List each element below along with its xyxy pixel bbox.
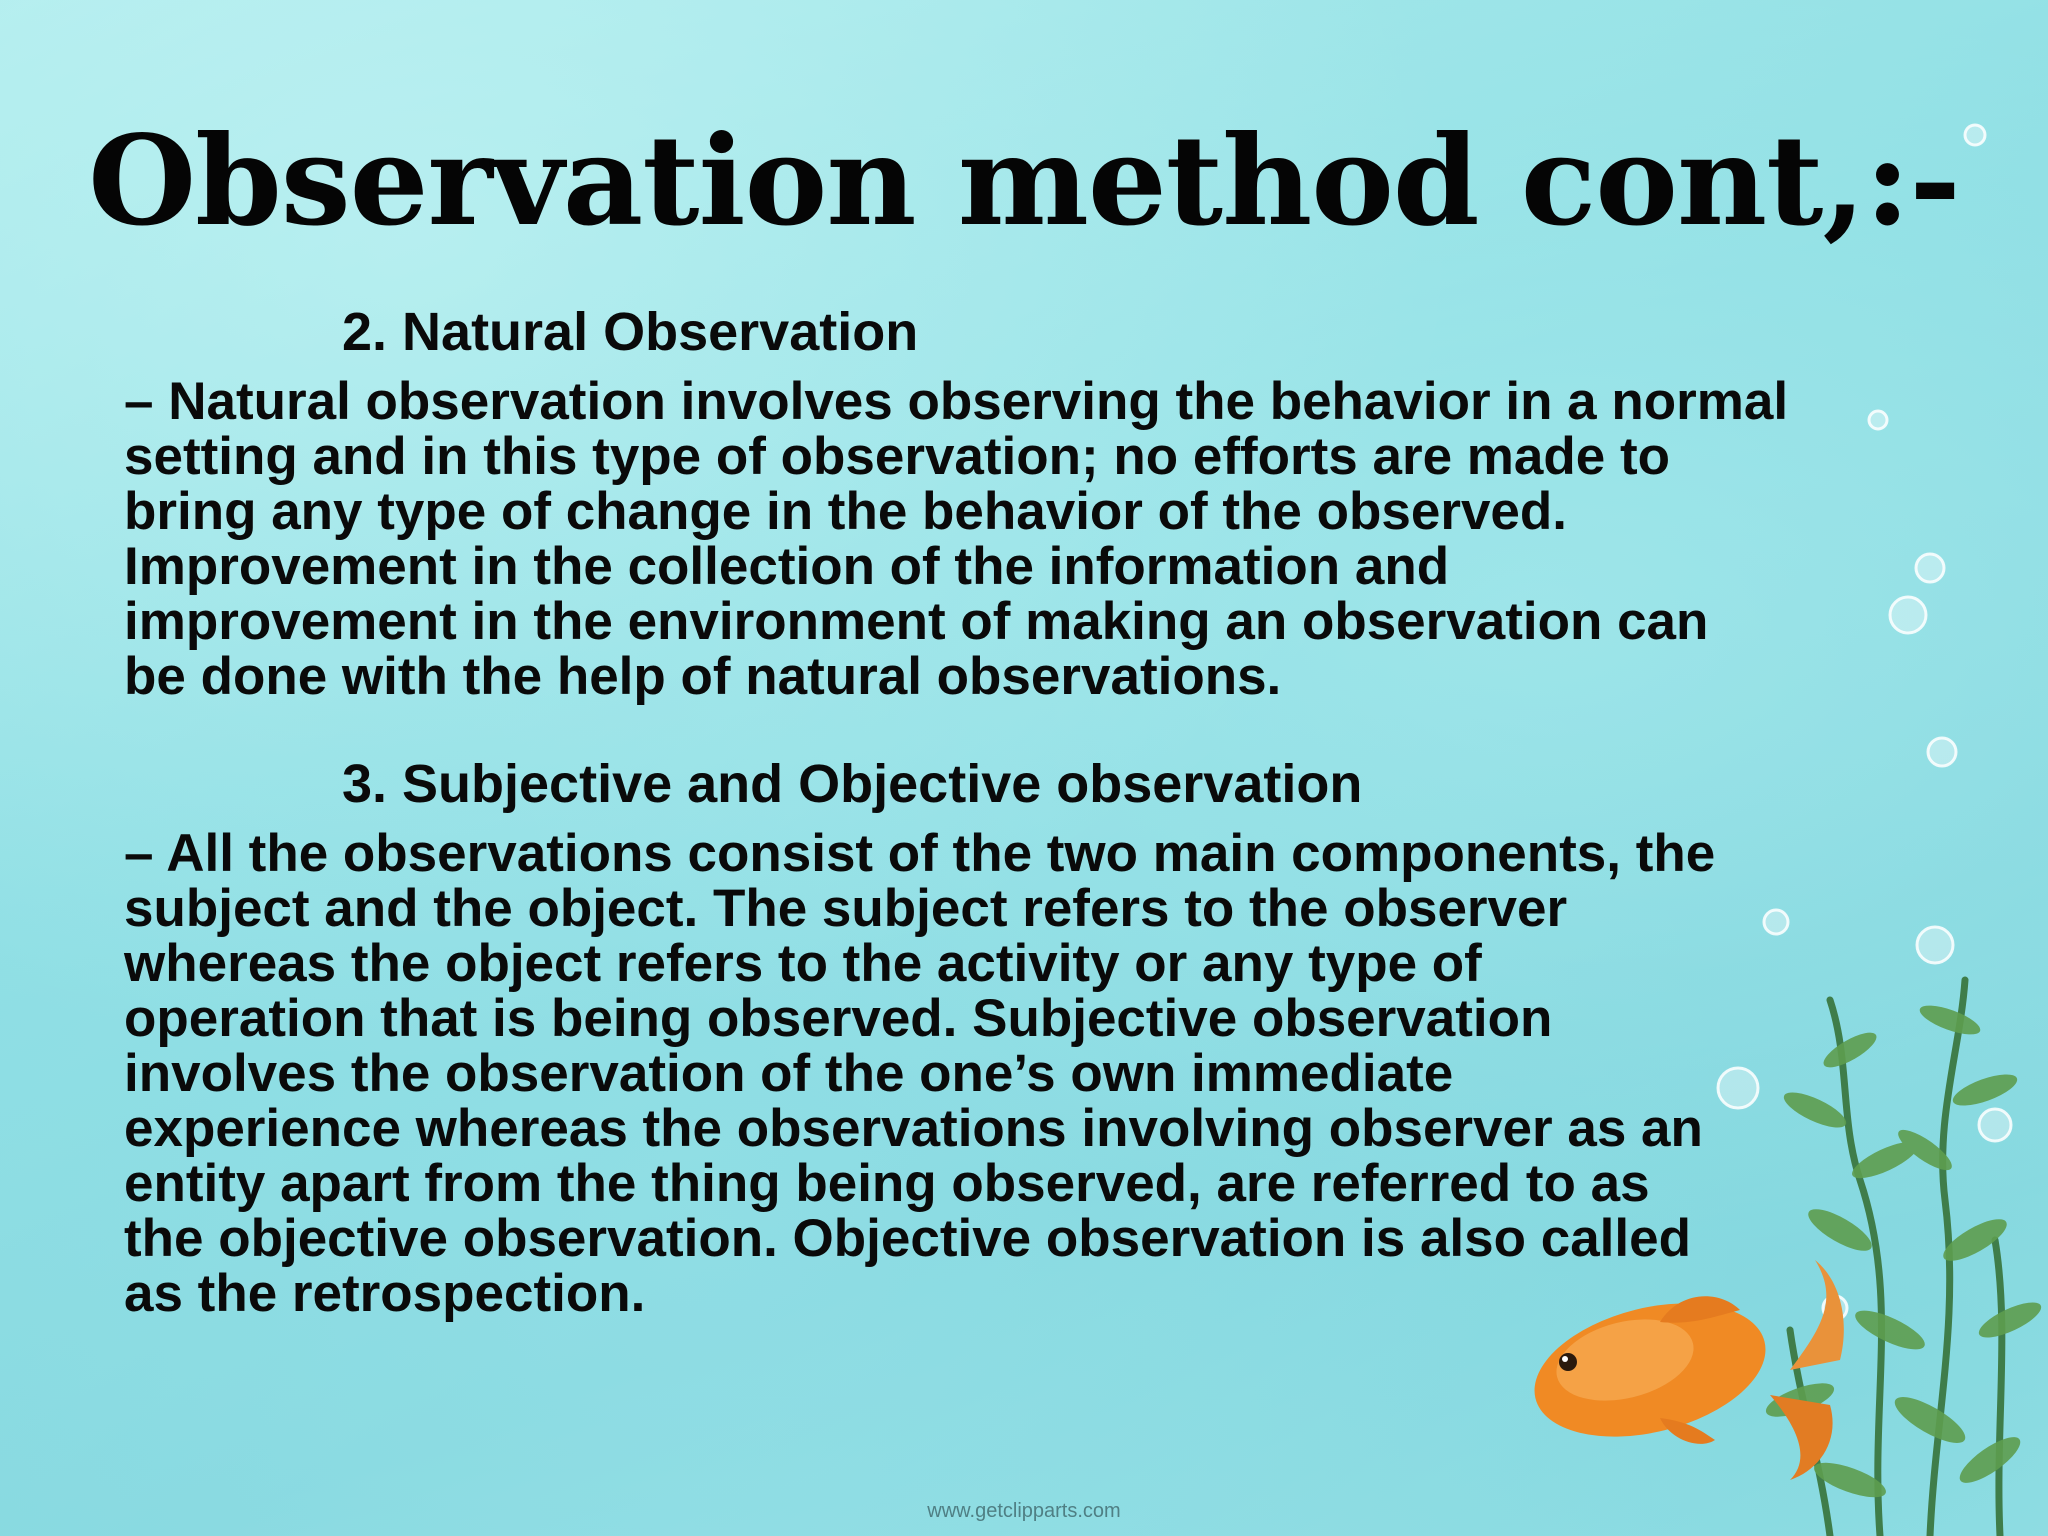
body-line: Improvement in the collection of the information and (124, 537, 1450, 596)
body-line: operation that is being observed. Subjective observation (124, 989, 1553, 1048)
body-line: experience whereas the observations involving observer as an (124, 1099, 1703, 1158)
body-line: setting and in this type of observation; no efforts are made to (124, 427, 1671, 486)
body-line: whereas the object refers to the activity or any type of (124, 934, 1482, 993)
section-body-natural-observation (124, 374, 1924, 704)
image-credit: www.getclipparts.com (927, 1500, 1121, 1522)
body-line: involves the observation of the one’s own immediate (124, 1044, 1454, 1103)
body-line: – All the observations consist of the two main components, the (124, 824, 1716, 883)
section-heading-subjective-objective: 3. Subjective and Objective observation (342, 754, 1363, 814)
body-line: be done with the help of natural observations. (124, 647, 1282, 706)
body-line: – Natural observation involves observing the behavior in a normal (124, 372, 1789, 431)
body-line: improvement in the environment of making an observation can (124, 592, 1709, 651)
body-line: entity apart from the thing being observed, are referred to as (124, 1154, 1650, 1213)
body-line: bring any type of change in the behavior of the observed. (124, 482, 1568, 541)
slide-title: Observation method cont,:- (88, 109, 1960, 254)
body-line: the objective observation. Objective observation is also called (124, 1209, 1691, 1268)
body-line: as the retrospection. (124, 1264, 646, 1323)
section-body-subjective-objective (124, 826, 1924, 1321)
body-line: subject and the object. The subject refers to the observer (124, 879, 1568, 938)
section-heading-natural-observation: 2. Natural Observation (342, 302, 919, 362)
